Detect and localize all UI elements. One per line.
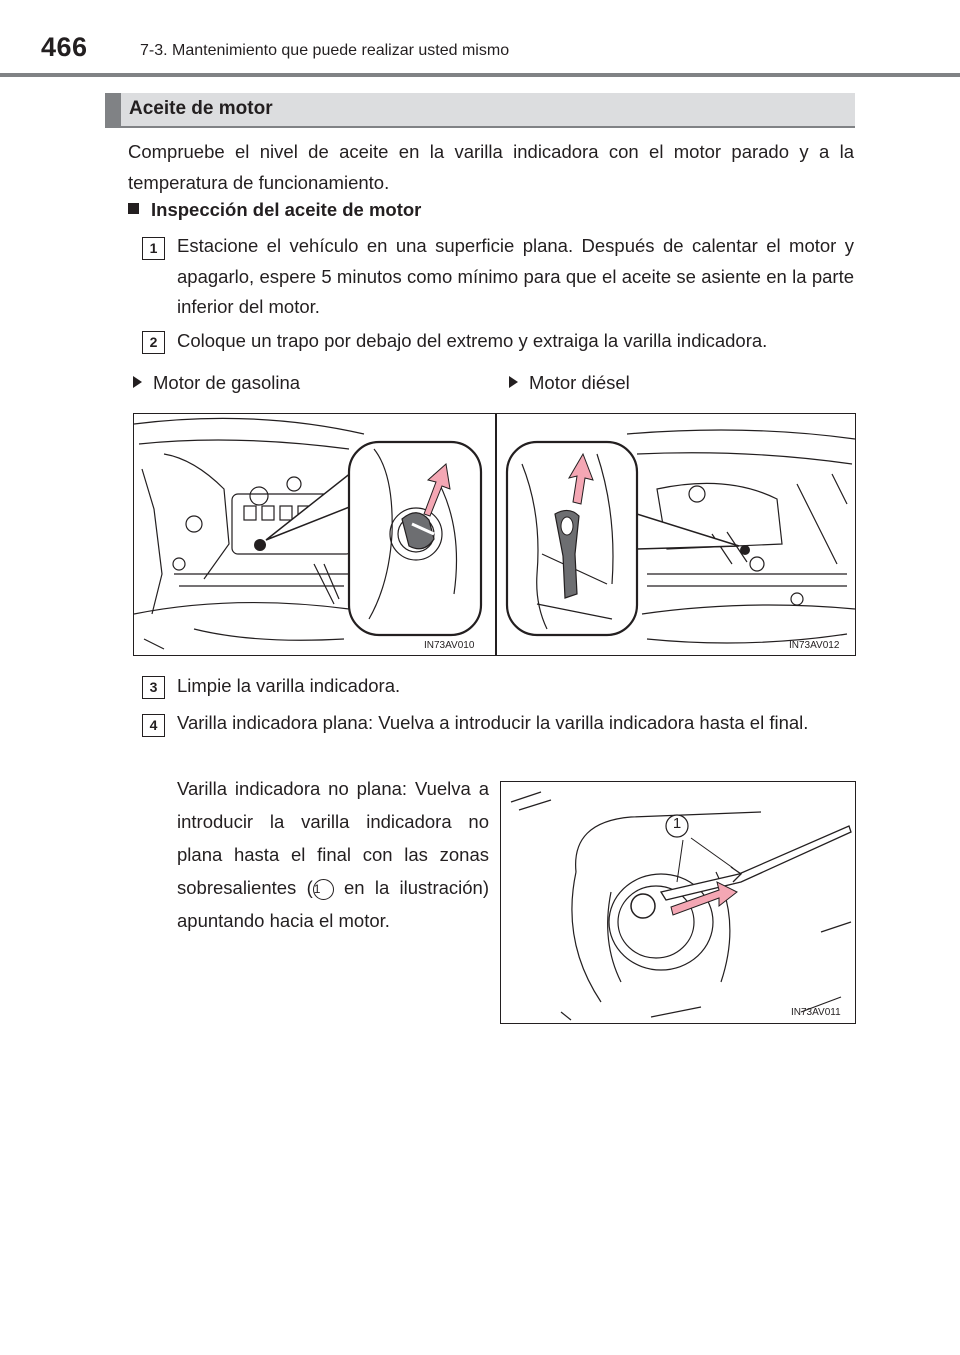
gasoline-engine-label: [133, 372, 300, 394]
section-bar-edge: [105, 93, 121, 126]
non-flat-text-after: en la ilustración) apuntando hacia el motor.: [177, 877, 489, 931]
diesel-figure-code-label: IN73AV012: [789, 640, 840, 651]
step-2-text: Coloque un trapo por debajo del extremo y extraiga la varilla indicadora.: [177, 330, 768, 351]
triangle-bullet-icon: [133, 376, 142, 388]
diesel-engine-label-text: Motor diésel: [529, 372, 630, 393]
header-rule: [0, 73, 960, 77]
triangle-bullet-icon: [509, 376, 518, 388]
step-4-text: Varilla indicadora plana: Vuelva a introducir la varilla indicadora hasta el final.: [177, 712, 809, 733]
diesel-engine-figure: [496, 413, 856, 656]
step-1-number: 1: [142, 237, 165, 260]
dipstick-insertion-figure: [500, 781, 856, 1024]
step-4-number: 4: [142, 714, 165, 737]
subheading-text: Inspección del aceite de motor: [151, 199, 422, 220]
dipstick-figure-code-label: IN73AV011: [791, 1007, 841, 1018]
non-flat-text-before: Varilla indicadora no plana: Vuelva a introducir la varilla indicadora no plana hasta el final con las zonas sobresalientes (: [177, 778, 489, 898]
callout-1-inline: 1: [313, 879, 334, 900]
non-flat-dipstick-paragraph: [177, 772, 489, 937]
page-number: 466: [41, 32, 88, 62]
square-bullet-icon: [128, 203, 139, 214]
gasoline-engine-figure: [133, 413, 496, 656]
step-3-text: Limpie la varilla indicadora.: [177, 675, 401, 696]
step-2-number: 2: [142, 331, 165, 354]
callout-1-figure-label: 1: [672, 815, 682, 832]
diesel-engine-illustration: [497, 414, 855, 655]
gasoline-figure-code-label: IN73AV010: [424, 640, 475, 651]
gasoline-engine-label-text: Motor de gasolina: [153, 372, 301, 393]
section-title-bar: [105, 93, 855, 128]
step-1-text: Estacione el vehículo en una superficie plana. Después de calentar el motor y apagarlo, espere 5 minutos como mínimo para que el aceite se asiente en la parte inferior del motor.: [177, 235, 854, 317]
gasoline-engine-illustration: [134, 414, 495, 655]
intro-paragraph: Compruebe el nivel de aceite en la varilla indicadora con el motor parado y a la temperatura de funcionamiento.: [128, 141, 854, 193]
subheading: [128, 199, 421, 221]
section-title: Aceite de motor: [129, 98, 273, 119]
step-3-number: 3: [142, 676, 165, 699]
chapter-title: 7-3. Mantenimiento que puede realizar usted mismo: [140, 42, 510, 59]
diesel-engine-label: [509, 372, 630, 394]
